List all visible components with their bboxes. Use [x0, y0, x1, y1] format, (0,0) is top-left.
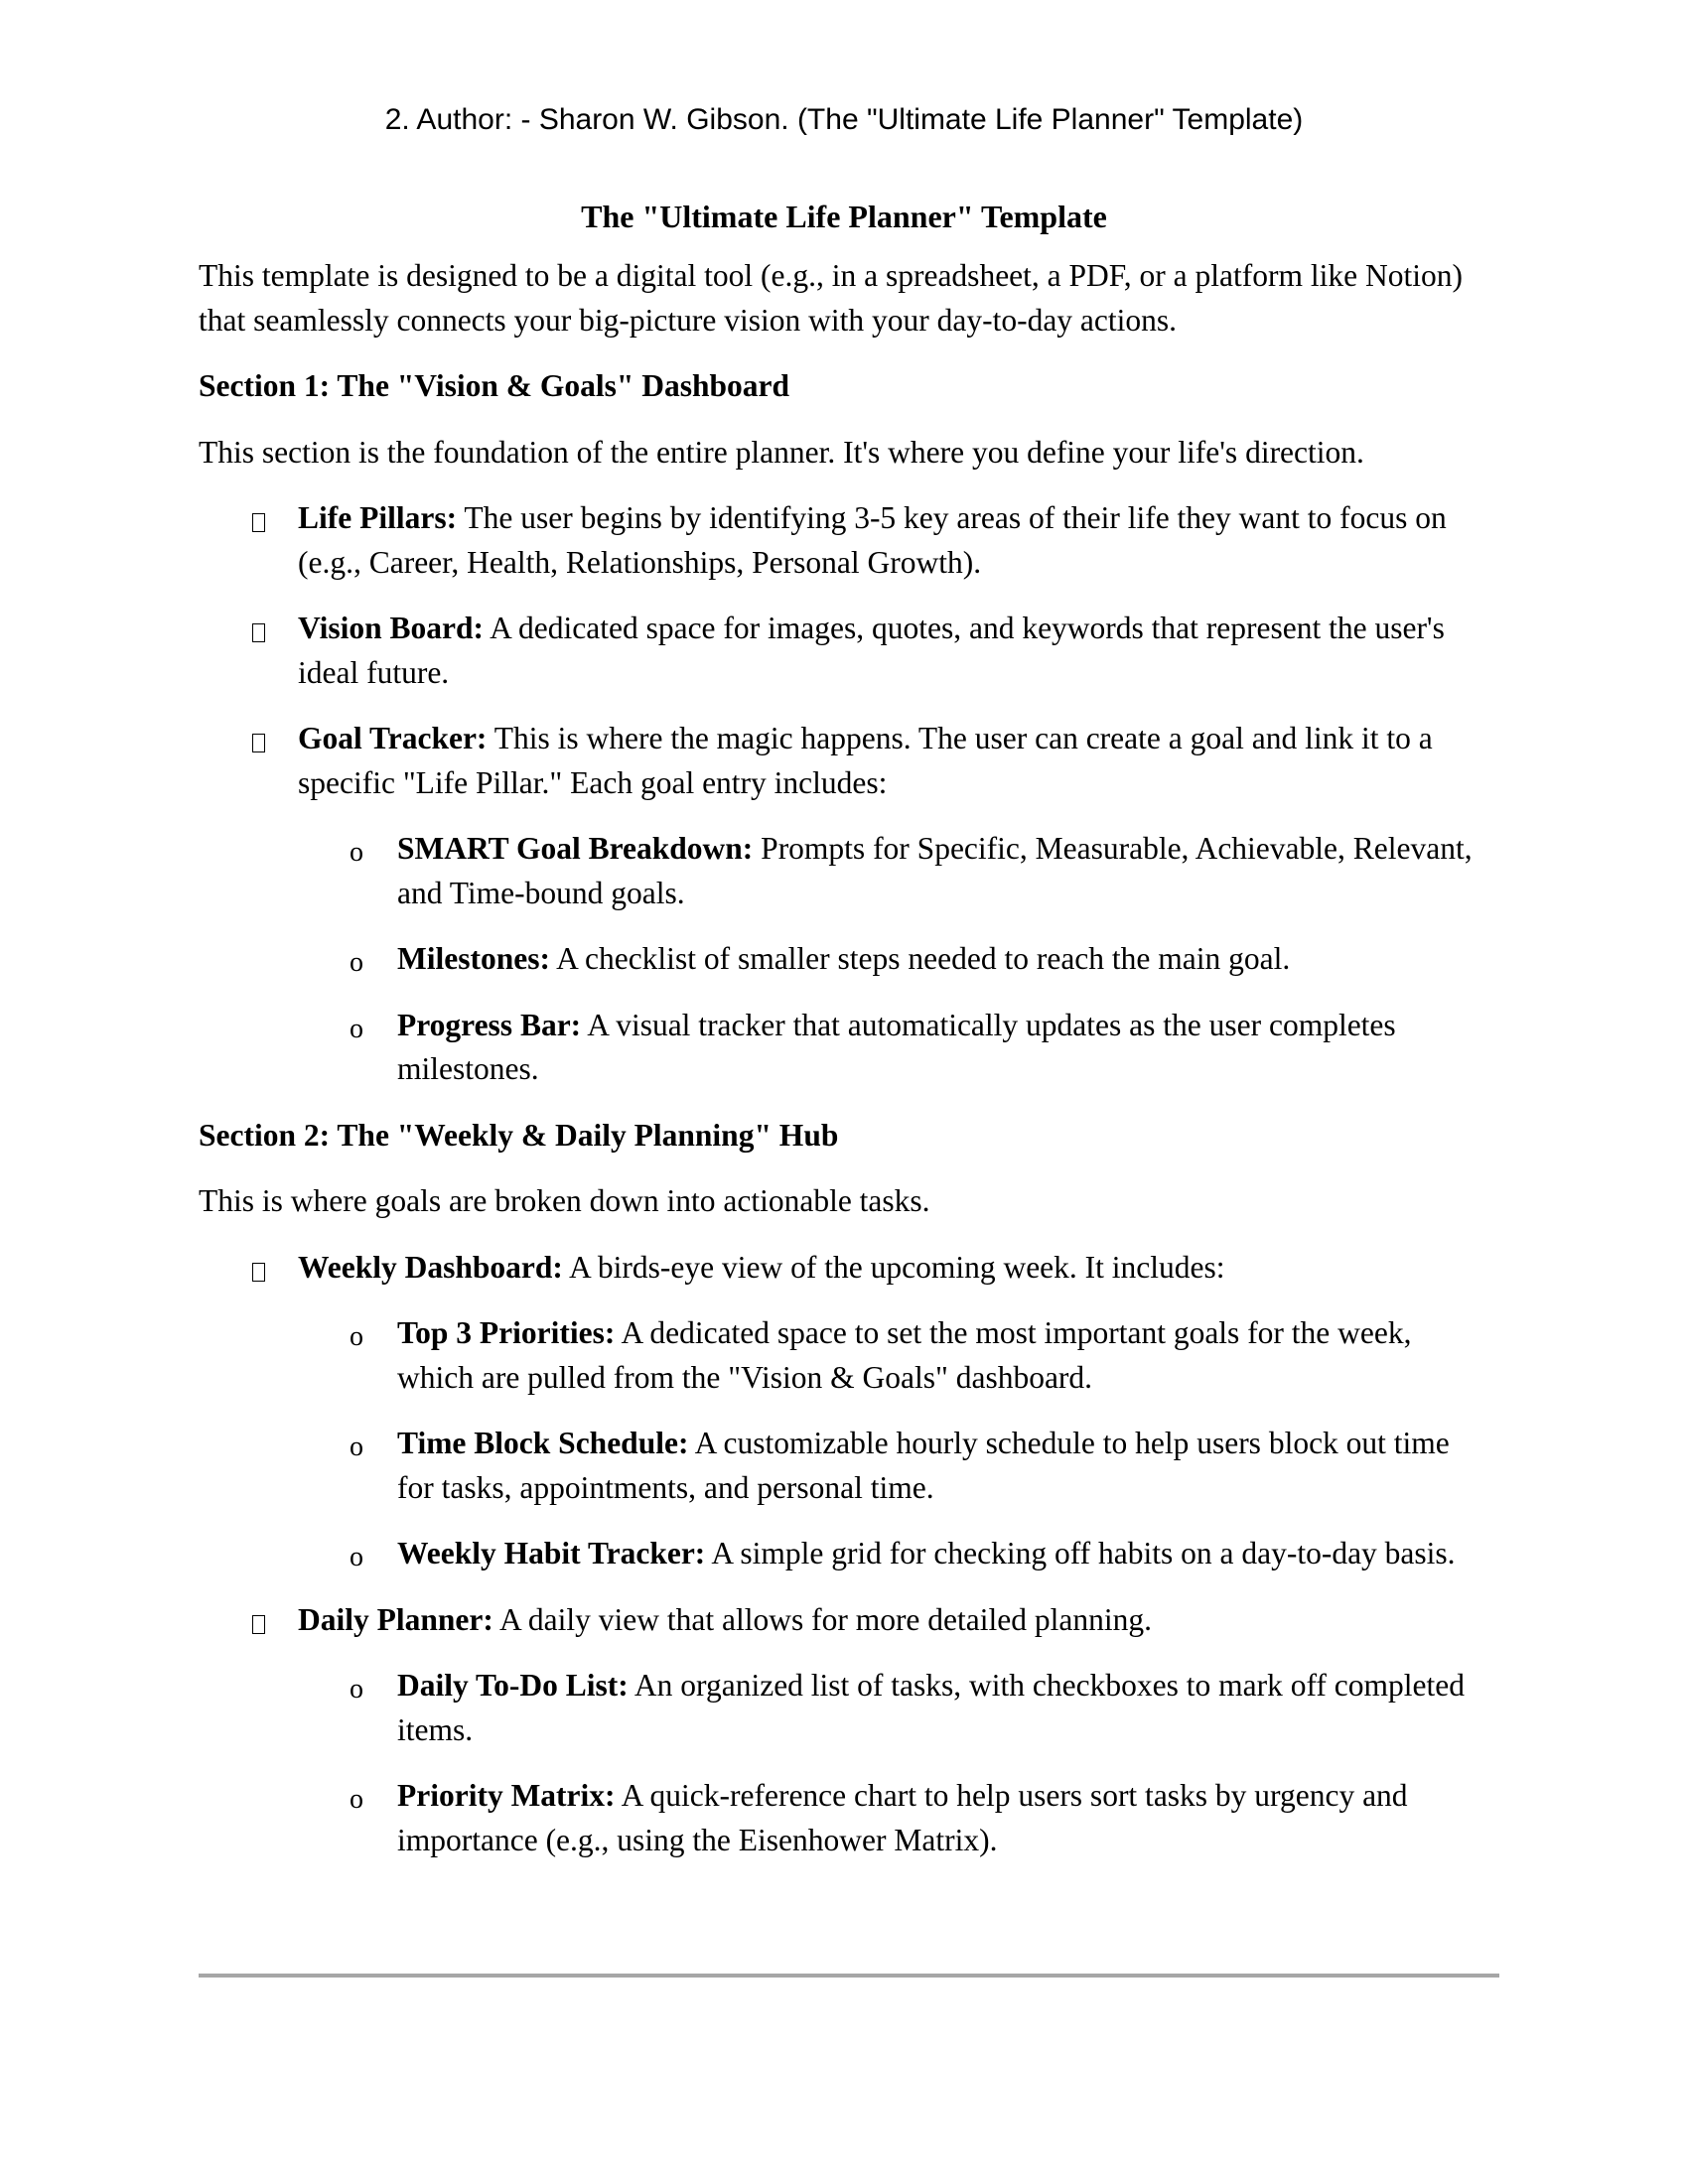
list-item — [199, 717, 1489, 805]
circle-bullet-icon: o — [350, 1321, 363, 1352]
item-label: Priority Matrix: — [397, 1778, 616, 1813]
item-text: An organized list of tasks, with checkboxes to mark off completed items. — [397, 1668, 1465, 1747]
item-label: Milestones: — [397, 941, 550, 976]
item-text: The user begins by identifying 3-5 key areas of their life they want to focus on (e.g., Career, Health, Relationships, Personal Growth). — [298, 500, 1447, 580]
item-text: A quick-reference chart to help users sort tasks by urgency and importance (e.g., using the Eisenhower Matrix). — [397, 1778, 1408, 1857]
intro-paragraph: This template is designed to be a digital tool (e.g., in a spreadsheet, a PDF, or a platform like Notion) that seamlessly connects your big-picture vision with your day-to-day actions. — [199, 258, 1463, 338]
box-bullet-icon — [252, 1263, 265, 1282]
sub-list-item — [199, 1664, 1489, 1752]
list-item — [199, 496, 1489, 585]
section-1-intro: This section is the foundation of the entire planner. It's where you define your life's direction. — [199, 434, 1364, 470]
item-label: Vision Board: — [298, 611, 484, 645]
item-text: A dedicated space for images, quotes, and keywords that represent the user's ideal future. — [298, 611, 1445, 690]
circle-bullet-icon: o — [350, 1542, 363, 1572]
item-text: A checklist of smaller steps needed to reach the main goal. — [549, 941, 1291, 976]
box-bullet-icon — [252, 734, 265, 752]
item-text: A customizable hourly schedule to help users block out time for tasks, appointments, and personal time. — [397, 1426, 1450, 1505]
item-label: Goal Tracker: — [298, 721, 488, 755]
sub-list-item — [199, 1004, 1489, 1092]
item-text: A dedicated space to set the most important goals for the week, which are pulled from the "Vision & Goals" dashboard. — [397, 1315, 1412, 1395]
box-bullet-icon — [252, 1615, 265, 1634]
item-label: SMART Goal Breakdown: — [397, 831, 754, 866]
item-text: This is where the magic happens. The user can create a goal and link it to a specific "Life Pillar." Each goal entry includes: — [298, 721, 1433, 800]
section-2-intro: This is where goals are broken down into actionable tasks. — [199, 1183, 930, 1218]
item-label: Progress Bar: — [397, 1007, 582, 1042]
item-text: A daily view that allows for more detailed planning. — [492, 1601, 1152, 1637]
circle-bullet-icon: o — [350, 837, 363, 868]
section-1-heading: Section 1: The "Vision & Goals" Dashboard — [199, 368, 790, 403]
list-item — [199, 1246, 1489, 1291]
item-label: Time Block Schedule: — [397, 1426, 689, 1460]
header-line: 2. Author: - Sharon W. Gibson. (The "Ultimate Life Planner" Template) — [384, 103, 1304, 136]
document-body — [199, 195, 1489, 1884]
sub-list-item — [199, 1311, 1489, 1400]
list-item — [199, 607, 1489, 695]
section-2-heading: Section 2: The "Weekly & Daily Planning" Hub — [199, 1117, 839, 1153]
box-bullet-icon — [252, 513, 265, 532]
item-label: Weekly Habit Tracker: — [397, 1536, 706, 1570]
sub-list-item — [199, 1422, 1489, 1510]
item-text: A visual tracker that automatically updates as the user completes milestones. — [397, 1007, 1396, 1086]
item-text: A simple grid for checking off habits on a day-to-day basis. — [705, 1536, 1456, 1570]
sub-list-item — [199, 937, 1489, 982]
item-text: Prompts for Specific, Measurable, Achievable, Relevant, and Time-bound goals. — [397, 831, 1473, 910]
horizontal-divider — [199, 1974, 1499, 1978]
item-label: Life Pillars: — [298, 500, 458, 535]
document-title: The "Ultimate Life Planner" Template — [581, 199, 1107, 234]
circle-bullet-icon: o — [350, 1674, 363, 1705]
item-label: Weekly Dashboard: — [298, 1249, 563, 1285]
sub-list-item — [199, 1532, 1489, 1576]
item-label: Daily Planner: — [298, 1601, 493, 1637]
item-label: Top 3 Priorities: — [397, 1315, 616, 1350]
item-label: Daily To-Do List: — [397, 1668, 629, 1703]
sub-list-item — [199, 1774, 1489, 1862]
box-bullet-icon — [252, 623, 265, 642]
circle-bullet-icon: o — [350, 947, 363, 978]
list-item — [199, 1598, 1489, 1643]
circle-bullet-icon: o — [350, 1784, 363, 1815]
circle-bullet-icon: o — [350, 1432, 363, 1462]
circle-bullet-icon: o — [350, 1013, 363, 1044]
item-text: A birds-eye view of the upcoming week. It includes: — [562, 1249, 1225, 1285]
sub-list-item — [199, 827, 1489, 915]
